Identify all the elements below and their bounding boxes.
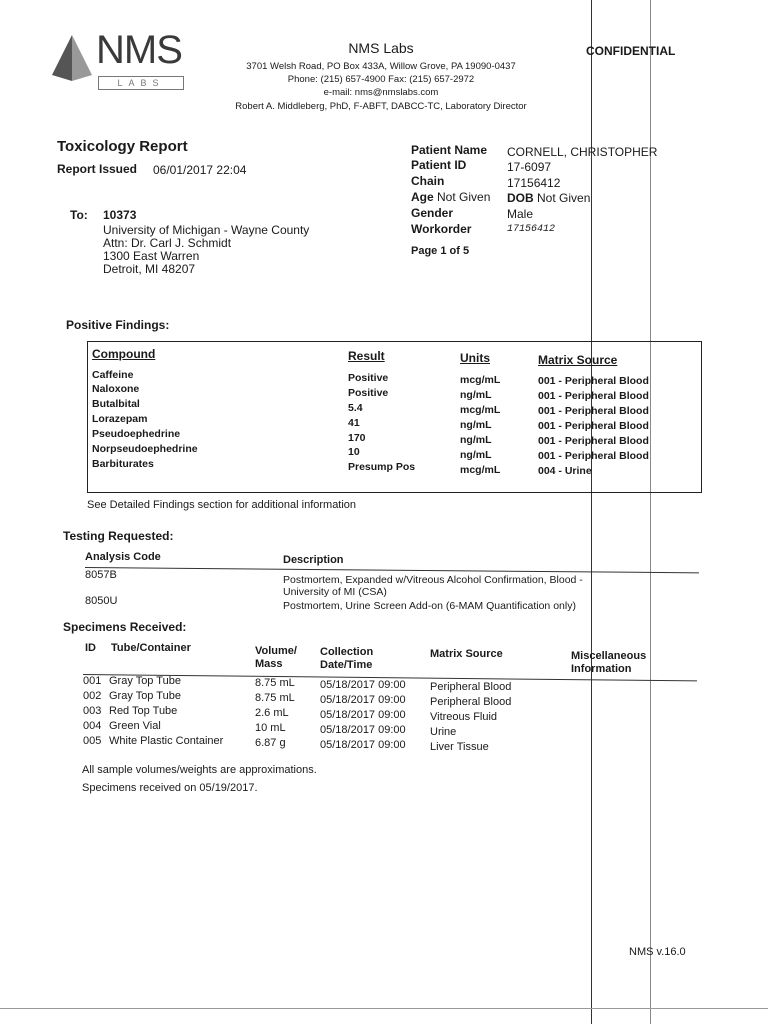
to-line: University of Michigan - Wayne County bbox=[103, 223, 310, 237]
result-cell: 10 bbox=[348, 446, 360, 458]
result-cell: Positive bbox=[348, 372, 389, 384]
date-cell: 05/18/2017 09:00 bbox=[320, 709, 406, 721]
compound-cell: Norpseudoephedrine bbox=[92, 443, 198, 455]
page-number: Page 1 of 5 bbox=[411, 245, 470, 257]
units-cell: mcg/mL bbox=[460, 464, 501, 476]
matrix-cell: 001 - Peripheral Blood bbox=[538, 450, 649, 462]
tube-cell: Red Top Tube bbox=[109, 705, 178, 717]
analysis-code-cell: 8050U bbox=[85, 595, 118, 607]
age-label: Age bbox=[411, 190, 434, 204]
col-description: Description bbox=[283, 554, 344, 566]
col-collection: Collection bbox=[320, 646, 374, 658]
compound-cell: Naloxone bbox=[92, 383, 140, 395]
age-value: Not Given bbox=[437, 190, 491, 204]
patient-id-value: 17-6097 bbox=[507, 160, 552, 174]
report-issued-value: 06/01/2017 22:04 bbox=[153, 163, 247, 177]
version-label: NMS v.16.0 bbox=[629, 946, 686, 958]
lab-phone: Phone: (215) 657-4900 Fax: (215) 657-2972 bbox=[287, 74, 475, 85]
report-title: Toxicology Report bbox=[57, 138, 188, 155]
col-collection-2: Date/Time bbox=[320, 659, 373, 671]
lab-name: NMS Labs bbox=[348, 40, 414, 56]
col-result: Result bbox=[348, 349, 385, 363]
testing-heading: Testing Requested: bbox=[63, 529, 174, 543]
to-line: Attn: Dr. Carl J. Schmidt bbox=[103, 236, 232, 250]
patient-name-value: CORNELL, CHRISTOPHER bbox=[507, 145, 658, 159]
result-cell: 41 bbox=[348, 417, 360, 429]
lab-address: 3701 Welsh Road, PO Box 433A, Willow Grove, PA 19090-0437 bbox=[246, 61, 516, 72]
findings-note: See Detailed Findings section for additional information bbox=[87, 499, 357, 511]
specimens-note-received: Specimens received on 05/19/2017. bbox=[82, 782, 258, 794]
volume-cell: 10 mL bbox=[255, 722, 286, 734]
id-cell: 001 bbox=[83, 675, 102, 687]
id-cell: 004 bbox=[83, 720, 102, 732]
to-line: 1300 East Warren bbox=[103, 249, 200, 263]
compound-cell: Barbiturates bbox=[92, 458, 154, 470]
chain-value: 17156412 bbox=[507, 176, 561, 190]
id-cell: 005 bbox=[83, 735, 102, 747]
result-cell: 170 bbox=[348, 432, 366, 444]
lab-email: e-mail: nms@nmslabs.com bbox=[323, 87, 439, 98]
nms-logo bbox=[52, 28, 192, 94]
col-matrix-source: Matrix Source bbox=[430, 648, 503, 660]
volume-cell: 6.87 g bbox=[255, 737, 286, 749]
col-misc-2: Information bbox=[571, 663, 632, 675]
specimens-heading: Specimens Received: bbox=[63, 620, 187, 634]
specimens-note-approx: All sample volumes/weights are approximations. bbox=[82, 764, 317, 776]
col-compound: Compound bbox=[92, 347, 156, 361]
gender-value: Male bbox=[507, 207, 534, 221]
matrix-cell: Peripheral Blood bbox=[430, 696, 512, 708]
confidential-label: CONFIDENTIAL bbox=[586, 44, 676, 58]
compound-cell: Caffeine bbox=[92, 369, 134, 381]
date-cell: 05/18/2017 09:00 bbox=[320, 739, 406, 751]
units-cell: ng/mL bbox=[460, 449, 492, 461]
col-volume: Volume/ bbox=[255, 645, 297, 657]
units-cell: mcg/mL bbox=[460, 374, 501, 386]
units-cell: ng/mL bbox=[460, 434, 492, 446]
col-analysis-code: Analysis Code bbox=[85, 551, 161, 563]
col-matrix: Matrix Source bbox=[538, 353, 618, 367]
description-cell-cont: University of MI (CSA) bbox=[283, 586, 387, 598]
description-cell: Postmortem, Expanded w/Vitreous Alcohol Confirmation, Blood - bbox=[283, 574, 583, 586]
units-cell: ng/mL bbox=[460, 419, 492, 431]
testing-divider bbox=[85, 567, 699, 573]
lab-director: Robert A. Middleberg, PhD, F-ABFT, DABCC-TC, Laboratory Director bbox=[235, 101, 527, 112]
matrix-cell: Urine bbox=[430, 726, 457, 738]
dob-label: DOB bbox=[507, 191, 534, 205]
result-cell: Presump Pos bbox=[348, 461, 416, 473]
matrix-cell: 001 - Peripheral Blood bbox=[538, 405, 649, 417]
to-line: Detroit, MI 48207 bbox=[103, 262, 196, 276]
analysis-code-cell: 8057B bbox=[85, 569, 117, 581]
matrix-cell: Vitreous Fluid bbox=[430, 711, 498, 723]
tube-cell: Gray Top Tube bbox=[109, 690, 181, 702]
volume-cell: 2.6 mL bbox=[255, 707, 289, 719]
patient-id-label: Patient ID bbox=[411, 158, 467, 172]
col-tube: Tube/Container bbox=[111, 642, 191, 654]
positive-findings-table bbox=[87, 341, 702, 493]
units-cell: mcg/mL bbox=[460, 404, 501, 416]
pyramid-icon bbox=[52, 35, 92, 81]
scan-edge bbox=[0, 1008, 768, 1009]
volume-cell: 8.75 mL bbox=[255, 677, 295, 689]
logo-text: NMS bbox=[96, 28, 182, 72]
id-cell: 002 bbox=[83, 690, 102, 702]
col-id: ID bbox=[85, 642, 96, 654]
compound-cell: Lorazepam bbox=[92, 413, 148, 425]
matrix-cell: 001 - Peripheral Blood bbox=[538, 435, 649, 447]
result-cell: 5.4 bbox=[348, 402, 363, 414]
description-cell: Postmortem, Urine Screen Add-on (6-MAM Quantification only) bbox=[283, 600, 576, 612]
gender-label: Gender bbox=[411, 206, 454, 220]
to-code: 10373 bbox=[103, 208, 137, 222]
patient-name-label: Patient Name bbox=[411, 143, 488, 157]
col-misc: Miscellaneous bbox=[571, 650, 647, 662]
matrix-cell: 001 - Peripheral Blood bbox=[538, 390, 649, 402]
report-issued-label: Report Issued bbox=[57, 162, 138, 176]
matrix-cell: 001 - Peripheral Blood bbox=[538, 420, 649, 432]
matrix-cell: 004 - Urine bbox=[538, 465, 592, 477]
col-units: Units bbox=[460, 351, 490, 365]
col-volume-2: Mass bbox=[255, 658, 283, 670]
to-label: To: bbox=[70, 208, 88, 222]
volume-cell: 8.75 mL bbox=[255, 692, 295, 704]
logo-sub: LABS bbox=[98, 76, 184, 90]
matrix-cell: 001 - Peripheral Blood bbox=[538, 375, 649, 387]
units-cell: ng/mL bbox=[460, 389, 492, 401]
dob-value: Not Given bbox=[537, 191, 591, 205]
compound-cell: Butalbital bbox=[92, 398, 140, 410]
result-cell: Positive bbox=[348, 387, 389, 399]
compound-cell: Pseudoephedrine bbox=[92, 428, 181, 440]
tube-cell: White Plastic Container bbox=[109, 735, 224, 747]
matrix-cell: Liver Tissue bbox=[430, 741, 489, 753]
workorder-value: 17156412 bbox=[507, 224, 556, 235]
chain-label: Chain bbox=[411, 174, 445, 188]
tube-cell: Green Vial bbox=[109, 720, 161, 732]
positive-findings-heading: Positive Findings: bbox=[66, 318, 170, 332]
date-cell: 05/18/2017 09:00 bbox=[320, 694, 406, 706]
date-cell: 05/18/2017 09:00 bbox=[320, 679, 406, 691]
id-cell: 003 bbox=[83, 705, 102, 717]
tube-cell: Gray Top Tube bbox=[109, 675, 181, 687]
date-cell: 05/18/2017 09:00 bbox=[320, 724, 406, 736]
workorder-label: Workorder bbox=[411, 222, 472, 236]
matrix-cell: Peripheral Blood bbox=[430, 681, 512, 693]
